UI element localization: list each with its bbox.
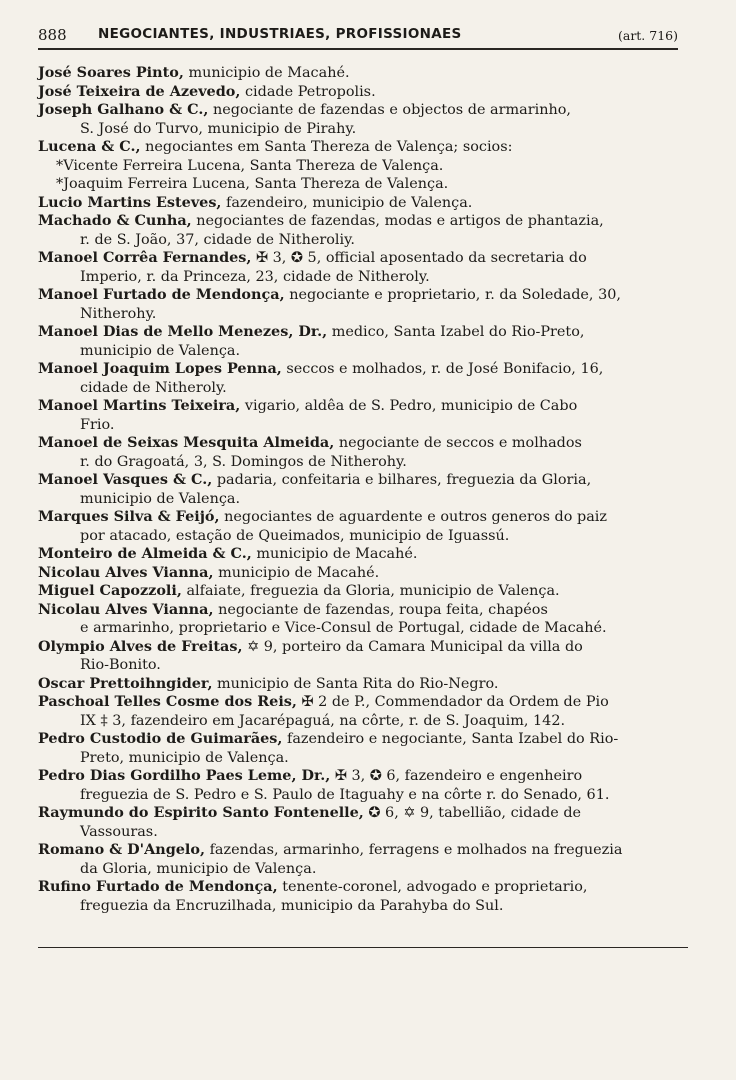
directory-entry [0,323,690,360]
entry-continuation: Rio-Bonito. [80,657,161,673]
entry-name: Manoel Vasques & C., [38,471,213,488]
entry-name: Manoel Joaquim Lopes Penna, [38,360,282,377]
entry-continuation: cidade de Nitheroly. [80,379,227,396]
entry-text: vigario, aldêa de S. Pedro, municipio de Cabo [244,398,578,414]
entry-name: Nicolau Alves Vianna, [38,600,214,618]
directory-entry [0,508,690,545]
entry-name: Lucena & C., [38,138,141,155]
entry-text: fazendeiro, municipio de Valença. [226,194,473,211]
entry-text: seccos e molhados, r. de José Bonifacio, 16, [286,361,604,377]
entry-text: padaria, confeitaria e bilhares, freguezia da Gloria, [216,472,592,488]
entry-continuation: municipio de Valença. [80,342,241,359]
directory-entry [0,397,690,434]
entry-text: municipio de Macahé. [218,564,380,581]
entry-name: Marques Silva & Feijó, [38,508,220,525]
entry-text: ✪ 6, ✡ 9, tabellião, cidade de [368,805,582,821]
entry-name: José Teixeira de Azevedo, [38,82,241,100]
entry-text: ✠ 3, ✪ 5, official aposentado da secretaria do [255,250,587,266]
directory-entry [0,360,690,397]
entry-name: Manoel Martins Teixeira, [38,397,241,414]
entry-continuation: r. de S. João, 37, cidade de Nitheroliy. [80,231,355,248]
partner-entry [0,157,690,176]
directory-entries [0,64,736,915]
entry-text: ✡ 9, porteiro da Camara Municipal da villa do [247,638,583,655]
directory-entry [0,194,690,213]
entry-continuation: Frio. [80,416,115,433]
directory-entry [0,249,690,286]
entry-text: ✠ 2 de P., Commendador da Ordem de Pio [301,694,609,710]
directory-entry [0,101,690,138]
entry-continuation: Nitherohy. [80,305,157,322]
entry-continuation: S. José do Turvo, municipio de Pirahy. [80,120,357,137]
entry-text: alfaiate, freguezia da Gloria, municipio de Valença. [186,583,560,599]
directory-entry [0,638,690,675]
entry-text: *Joaquim Ferreira Lucena, Santa Thereza de Valença. [56,176,449,192]
entry-text: tenente-coronel, advogado e proprietario, [282,879,588,895]
page-title: NEGOCIANTES, INDUSTRIAES, PROFISSIONAES [98,26,462,42]
entry-name: Olympio Alves de Freitas, [38,637,243,655]
entry-continuation: Imperio, r. da Princeza, 23, cidade de Nitheroly. [80,268,430,285]
directory-entry [0,83,690,102]
entry-continuation: Preto, municipio de Valença. [80,749,289,766]
directory-entry [0,693,690,730]
entry-text: ✠ 3, ✪ 6, fazendeiro e engenheiro [334,768,583,784]
entry-text: negociante de fazendas, roupa feita, chapéos [218,601,548,618]
entry-name: Raymundo do Espirito Santo Fontenelle, [38,804,364,821]
directory-entry [0,138,690,157]
entry-continuation: Vassouras. [80,823,158,840]
entry-name: Lucio Martins Esteves, [38,193,222,211]
entry-name: Manoel de Seixas Mesquita Almeida, [38,434,335,451]
directory-entry [0,730,690,767]
entry-continuation: freguezia de S. Pedro e S. Paulo de Itaguahy e na côrte r. do Senado, 61. [80,786,610,803]
entry-text: negociantes em Santa Thereza de Valença; socios: [145,139,513,155]
directory-entry [0,471,690,508]
directory-entry [0,212,690,249]
entry-text: medico, Santa Izabel do Rio-Preto, [331,324,585,340]
entry-continuation: r. do Gragoatá, 3, S. Domingos de Nitherohy. [80,453,407,470]
entry-text: negociante e proprietario, r. da Soledade, 30, [289,287,621,303]
entry-continuation: e armarinho, proprietario e Vice-Consul de Portugal, cidade de Macahé. [80,620,607,636]
directory-entry [0,434,690,471]
directory-entry [0,767,690,804]
entry-text: fazendeiro e negociante, Santa Izabel do Rio- [287,731,619,747]
entry-continuation: IX ‡ 3, fazendeiro em Jacarépaguá, na côrte, r. de S. Joaquim, 142. [80,712,566,729]
page-number: 888 [38,26,67,44]
section-divider [38,947,688,948]
entry-name: José Soares Pinto, [38,64,184,81]
entry-text: municipio de Macahé. [188,65,350,81]
entry-text: municipio de Santa Rita do Rio-Negro. [217,675,499,692]
directory-entry [0,582,690,601]
page-header [38,20,678,50]
entry-name: Miguel Capozzoli, [38,582,182,599]
entry-text: negociantes de aguardente e outros generos do paiz [224,509,607,525]
directory-entry [0,601,690,638]
entry-continuation: da Gloria, municipio de Valença. [80,860,317,877]
directory-entry [0,64,690,83]
entry-name: Manoel Corrêa Fernandes, [38,249,252,266]
directory-entry [0,286,690,323]
entry-name: Nicolau Alves Vianna, [38,563,214,581]
directory-entry [0,878,690,915]
entry-text: municipio de Macahé. [256,546,418,562]
entry-text: negociante de seccos e molhados [338,435,582,451]
entry-continuation: por atacado, estação de Queimados, municipio de Iguassú. [80,527,510,544]
entry-name: Manoel Furtado de Mendonça, [38,286,285,303]
entry-name: Machado & Cunha, [38,212,192,229]
entry-continuation: municipio de Valença. [80,490,241,507]
entry-text: negociante de fazendas e objectos de armarinho, [212,102,571,118]
entry-text: *Vicente Ferreira Lucena, Santa Thereza de Valença. [56,157,444,174]
entry-name: Paschoal Telles Cosme dos Reis, [38,693,297,710]
entry-name: Pedro Dias Gordilho Paes Leme, Dr., [38,767,331,784]
entry-name: Romano & D'Angelo, [38,841,205,858]
directory-entry [0,545,690,564]
entry-text: negociantes de fazendas, modas e artigos de phantazia, [196,213,604,229]
entry-name: Monteiro de Almeida & C., [38,545,252,562]
entry-name: Joseph Galhano & C., [38,101,209,118]
partner-entry [0,175,690,194]
entry-name: Manoel Dias de Mello Menezes, Dr., [38,323,328,340]
entry-text: cidade Petropolis. [244,83,376,100]
directory-entry [0,564,690,583]
directory-entry [0,841,690,878]
directory-entry [0,804,690,841]
entry-name: Oscar Prettoihngider, [38,674,213,692]
entry-name: Pedro Custodio de Guimarães, [38,730,283,747]
entry-continuation: freguezia da Encruzilhada, municipio da Parahyba do Sul. [80,897,504,914]
entry-name: Rufino Furtado de Mendonça, [38,878,278,895]
directory-entry [0,675,690,694]
entry-text: fazendas, armarinho, ferragens e molhados na freguezia [209,842,623,858]
article-reference: (art. 716) [617,28,678,43]
